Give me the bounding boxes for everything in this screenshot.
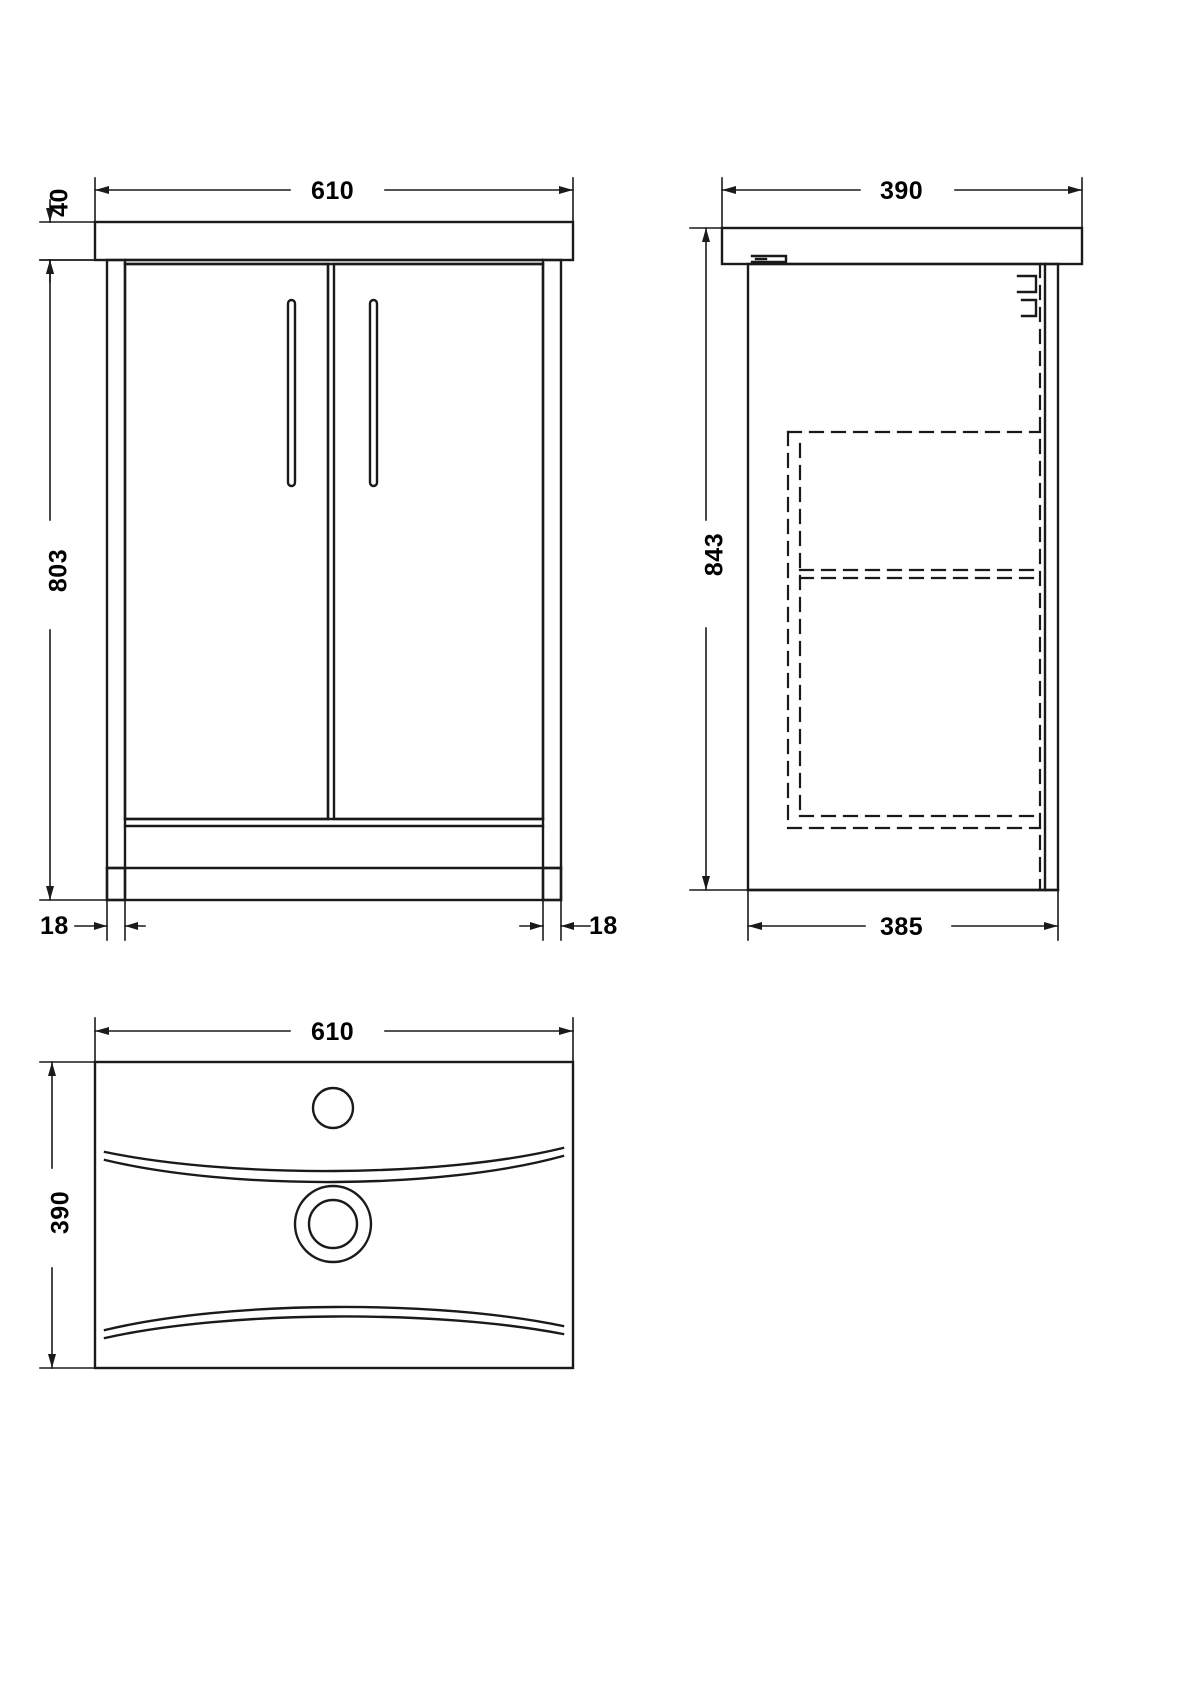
dim-front-right-foot-label: 18 [589, 912, 618, 940]
dim-front-left-foot-label: 18 [40, 912, 69, 940]
plan-view-geometry [95, 1062, 573, 1368]
dim-plan-width-label: 610 [311, 1018, 355, 1046]
dim-front-top-thickness-label: 40 [45, 188, 74, 217]
dim-side-cabinet-depth-label: 385 [880, 913, 924, 941]
side-elevation-geometry [722, 228, 1082, 890]
dim-side-depth-label: 390 [880, 177, 924, 205]
front-elevation-geometry [95, 222, 573, 900]
dim-plan-depth-label: 390 [46, 1190, 75, 1235]
dim-front-cabinet-height-label: 803 [44, 548, 73, 593]
dim-front-width-label: 610 [311, 177, 355, 205]
dim-side-height-label: 843 [700, 532, 729, 577]
side-elevation-hidden-lines [788, 264, 1040, 890]
